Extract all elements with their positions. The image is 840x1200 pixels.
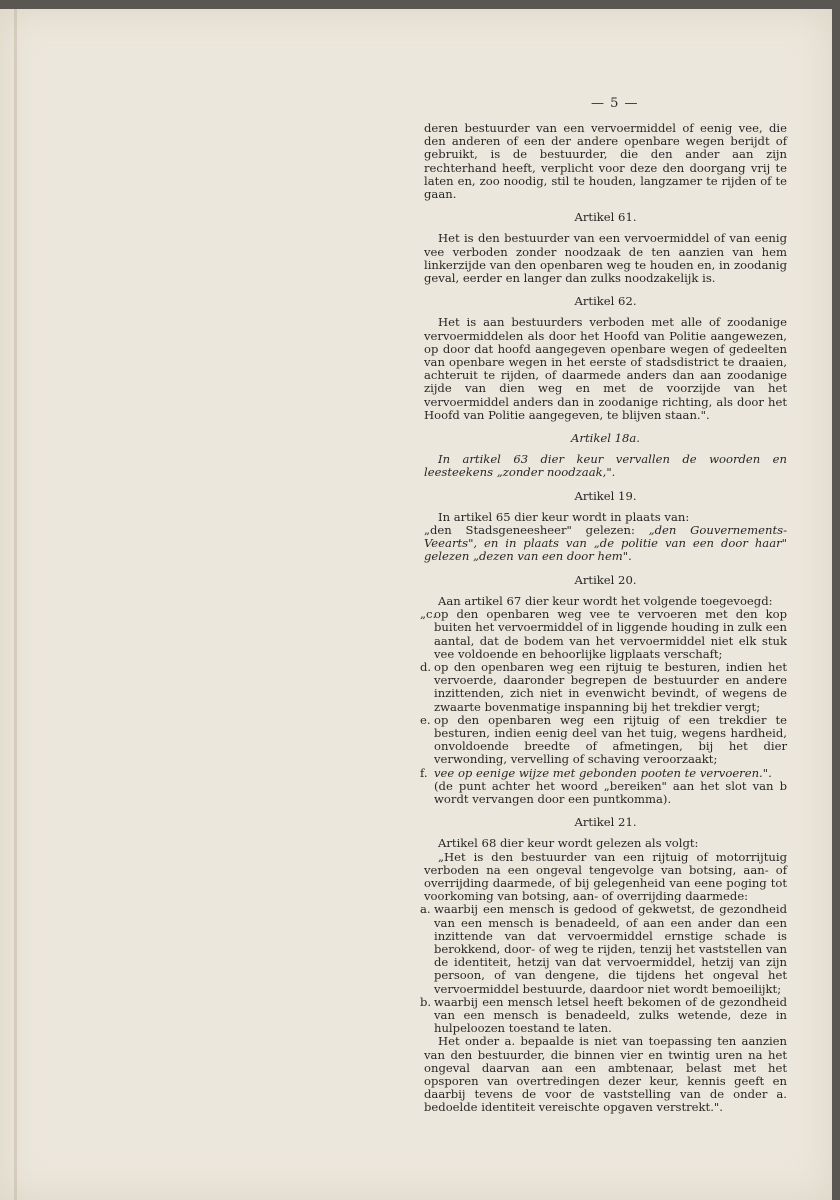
artikel-20-lead: Aan artikel 67 dier keur wordt het volgende toegevoegd:	[438, 593, 773, 608]
heading-artikel-61: Artikel 61.	[574, 210, 637, 225]
item-text: waarbij een mensch letsel heeft bekomen of de gezondheid van een mensch is benadeeld, zulks wetende, deze in hulpeloozen toestand te laten.	[434, 994, 787, 1036]
item-label: e.	[420, 712, 431, 727]
item-text: waarbij een mensch is gedood of gekwetst, de gezondheid van een mensch is benadeeld, of aan een ander dan een inzittende van dat vervoermiddel ernstige schade is berokkend, door- of weg te rijden, tenzij het vaststellen van de identiteit, hetzij van dat vervoermiddel, hetzij van zijn persoon, of van dengene, die tijdens het ongeval het vervoermiddel bestuurde, daardoor niet wordt bemoeilijkt;	[434, 902, 787, 996]
heading-artikel-18a: Artikel 18a.	[571, 431, 640, 446]
item-label: a.	[420, 902, 431, 917]
item-label: b.	[420, 994, 432, 1009]
artikel-18a-text: In artikel 63 dier keur vervallen de woorden en leesteekens „zonder noodzaak,".	[424, 452, 787, 480]
artikel-19-line2-plain: „den Stadsgeneesheer" gelezen:	[424, 523, 649, 538]
item-text: op den openbaren weg vee te vervoeren met den kop buiten het vervoermiddel of in liggende houding in zulk een aantal, dat de bodem van het vervoermiddel niet elk stuk vee voldoende en behoorlijke ligplaats verschaft;	[434, 607, 787, 661]
artikel-20-item-f	[420, 765, 787, 780]
heading-artikel-20: Artikel 20.	[574, 572, 637, 587]
heading-artikel-21: Artikel 21.	[574, 815, 637, 830]
heading-artikel-62: Artikel 62.	[574, 294, 637, 309]
item-text: vee op eenige wijze met gebonden pooten te vervoeren.".	[434, 765, 772, 780]
artikel-62-text: Het is aan bestuurders verboden met alle of zoodanige vervoermiddelen als door het Hoofd van Politie aangewezen, op door dat hoofd aangegeven openbare wegen of gedeelten van openbare wegen in het eerste of stadsdistrict te draaien, achteruit te rijden, of daarmede anders dan aan zoodanige zijde van dien weg en met de voorzijde van het vervoermiddel anders dan in zoodanige richting, als door het Hoofd van Politie aangegeven, te blijven staan.".	[424, 315, 787, 422]
artikel-21-quote: „Het is den bestuurder van een rijtuig of motorrijtuig verboden na een ongeval tengevolge van botsing, aan- of overrijding daarmede, of bij gelegenheid van eene poging tot voorkoming van botsing, aan- of overrijding daarmede:	[424, 849, 787, 904]
item-label: „c.	[420, 607, 437, 622]
heading-artikel-19: Artikel 19.	[574, 488, 637, 503]
artikel-61-text: Het is den bestuurder van een vervoermiddel of van eenig vee verboden zonder noodzaak de ten aanzien van hem linkerzijde van den openbaren weg te houden en, in zoodanig geval, eerder en langer dan zulks noodzakelijk is.	[424, 231, 787, 286]
item-text: op den openbaren weg een rijtuig of een trekdier te besturen, indien eenig deel van het tuig, wegens hardheid, onvoldoende breedte of afmetingen, bij het dier verwonding, vervelling of schaving veroorzaakt;	[434, 712, 787, 767]
artikel-21-closing: Het onder a. bepaalde is niet van toepassing ten aanzien van den bestuurder, die binnen vier en twintig uren na het ongeval daarvan aan een ambtenaar, belast met het opsporen van overtredingen dezer keur, kennis geeft en daarbij tevens de voor de vaststelling van de onder a. bedoelde identiteit vereischte opgaven verstrekt.".	[424, 1034, 787, 1115]
artikel-21-item-a	[420, 902, 787, 996]
artikel-20-item-c	[420, 607, 787, 661]
artikel-19-line2	[424, 524, 787, 564]
artikel-20-item-d	[420, 659, 787, 714]
artikel-20-item-e	[420, 712, 787, 767]
artikel-21-item-b	[420, 994, 787, 1036]
artikel-21-lead: Artikel 68 dier keur wordt gelezen als volgt:	[438, 836, 699, 851]
intro-paragraph: deren bestuurder van een vervoermiddel of eenig vee, die den anderen of een der andere openbare wegen berijdt of gebruikt, is de bestuurder, die den ander aan zijn rechterhand heeft, verplicht voor deze den doorgang vrij te laten en, zoo noodig, stil te houden, langzamer te rijden of te gaan.	[424, 121, 787, 202]
artikel-19-line1: In artikel 65 dier keur wordt in plaats van:	[438, 509, 690, 524]
artikel-19-line2-italic: „den Gouvernements-Veearts", en in plaats van „de politie van een door haar" gelezen „dezen van een door hem".	[424, 523, 787, 564]
page-number: — 5 —	[591, 96, 639, 111]
document-body	[420, 121, 787, 1115]
page-edge	[14, 9, 17, 1200]
item-text: op den openbaren weg een rijtuig te besturen, indien het vervoerde, daaronder begrepen de bestuurder en andere inzittenden, zich niet in evenwicht bevindt, of wegens de zwaarte bovenmatige inspanning bij het trekdier vergt;	[434, 659, 787, 714]
item-label: d.	[420, 659, 432, 674]
artikel-20-note: (de punt achter het woord „bereiken" aan het slot van b wordt vervangen door een puntkomma).	[434, 778, 787, 806]
item-label: f.	[420, 765, 428, 780]
